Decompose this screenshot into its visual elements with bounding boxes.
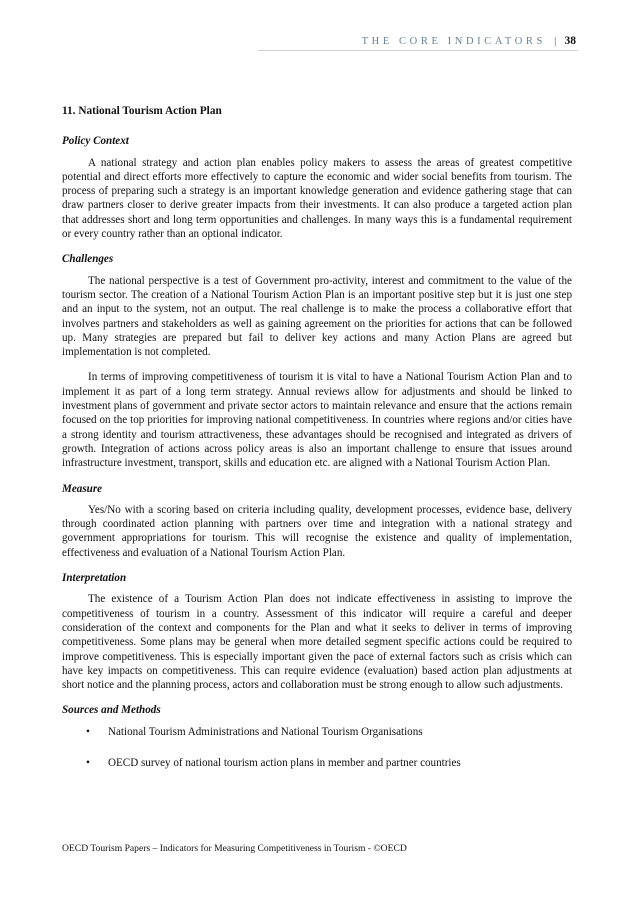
main-content (62, 104, 572, 787)
header-rule (258, 50, 578, 51)
list-item (62, 756, 572, 770)
measure-paragraph: Yes/No with a scoring based on criteria including quality, development processes, evidence base, delivery through coordinated action planning with partners over time and integration with a national strategy and government appropriations for tourism. This will recognise the existence and quality of implementation, effectiveness and evaluation of a National Tourism Action Plan. (62, 503, 572, 559)
header-separator: | (554, 36, 557, 47)
interpretation-heading: Interpretation (62, 572, 127, 585)
policy-context-paragraph: A national strategy and action plan enables policy makers to assess the areas of greatest competitive potential and direct efforts more effectively to capture the economic and wider social benefits from tourism. The process of preparing such a strategy is an important knowledge generation and evidence gathering stage that can draw partners closer to derive greater impacts from their investments. It can also produce a targeted action plan that addresses short and long term opportunities and challenges. In many ways this is a fundamental requirement or every country rather than an optional indicator. (62, 156, 572, 241)
list-item (62, 725, 572, 739)
bullet-icon: • (86, 725, 90, 738)
challenges-paragraph-1: The national perspective is a test of Government pro-activity, interest and commitment to the value of the tourism sector. The creation of a National Tourism Action Plan is an important positive step but it is just one step and an input to the system, not an output. The real challenge is to make the process a collaborative effort that involves partners and stakeholders as well as gaining agreement on the priorities for actions that can be followed up. Many strategies are prepared but fail to deliver key actions and many Action Plans are agreed but implementation is not completed. (62, 274, 572, 359)
running-title: THE CORE INDICATORS (361, 36, 546, 47)
list-item-text: National Tourism Administrations and National Tourism Organisations (108, 725, 423, 738)
footer-text: OECD Tourism Papers – Indicators for Measuring Competitiveness in Tourism - ©OECD (62, 843, 407, 854)
page-footer (62, 843, 407, 854)
section-title: 11. National Tourism Action Plan (62, 105, 222, 117)
challenges-paragraph-2: In terms of improving competitiveness of tourism it is vital to have a National Tourism Action Plan and to implement it as part of a long term strategy. Annual reviews allow for adjustments and should be linked to investment plans of government and private sector actors to maintain relevance and ensure that the actions remain focused on the top priorities for improving national competitiveness. In countries where regions and/or cities have a strong identity and tourism attractiveness, these advantages should be recognised and integrated as drivers of growth. Integration of actions across policy areas is also an important challenge to ensure that issues around infrastructure investment, transport, skills and education etc. are aligned with a National Tourism Action Plan. (62, 371, 572, 470)
challenges-heading: Challenges (62, 253, 114, 266)
policy-context-heading: Policy Context (62, 135, 129, 148)
measure-heading: Measure (62, 482, 103, 495)
list-item-text: OECD survey of national tourism action plans in member and partner countries (108, 756, 461, 769)
sources-heading: Sources and Methods (62, 704, 161, 717)
interpretation-paragraph: The existence of a Tourism Action Plan does not indicate effectiveness in assisting to improve the competitiveness of tourism in a country. Assessment of this indicator will require a careful and deeper consideration of the context and components for the Plan and what it seeks to deliver in terms of improving competitiveness. Some plans may be general when more detailed segment specific actions could be required to improve competitiveness. This is especially important given the pace of external factors such as crisis which can have key impacts on competitiveness. This can require evidence (evaluation) based action plan adjustments at short notice and the planning process, actors and collaboration must be strong enough to allow such adjustments. (62, 593, 572, 692)
running-header (362, 35, 576, 47)
page-number: 38 (564, 35, 576, 47)
bullet-icon: • (86, 756, 90, 769)
sources-list (62, 725, 572, 771)
